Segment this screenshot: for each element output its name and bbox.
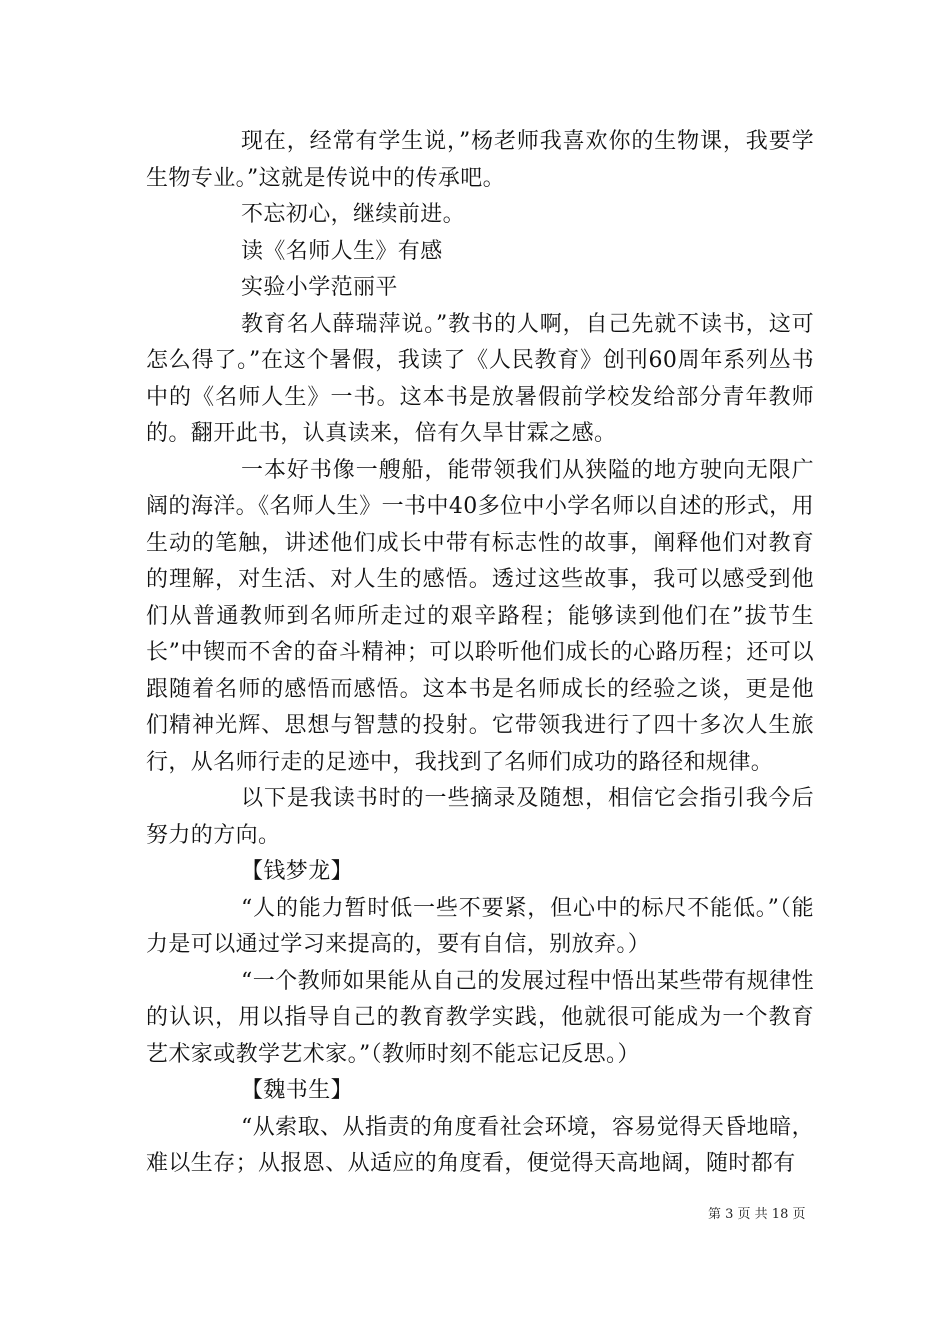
- essay-author: 实验小学范丽平: [241, 275, 398, 300]
- paragraph-excerpts-note: 以下是我读书时的一些摘录及随想，相信它会指引我今后努力的方向。: [146, 786, 814, 848]
- section-heading-qian-menglong: 【钱梦龙】: [241, 859, 354, 884]
- quote-ability: “人的能力暂时低一些不要紧，但心中的标尺不能低。”（能力是可以通过学习来提高的，要有自信，别放弃。）: [146, 895, 814, 957]
- document-body: [146, 124, 814, 1183]
- quote-perspective: “从索取、从指责的角度看社会环境，容易觉得天昏地暗，难以生存；从报恩、从适应的角度看，便觉得天高地阔，随时都有: [146, 1114, 814, 1176]
- paragraph-intro: 教育名人薛瑞萍说。”教书的人啊，自己先就不读书，这可怎么得了。”在这个暑假，我读了《人民教育》创刊60周年系列丛书中的《名师人生》一书。这本书是放暑假前学校发给部分青年教师的。翻开此书，认真读来，倍有久旱甘霖之感。: [146, 311, 814, 446]
- paragraph-original-aspiration: 不忘初心，继续前进。: [241, 202, 466, 227]
- quote-reflection: “一个教师如果能从自己的发展过程中悟出某些带有规律性的认识，用以指导自己的教育教学实践，他就很可能成为一个教育艺术家或教学艺术家。”（教师时刻不能忘记反思。）: [146, 968, 814, 1067]
- paragraph-inheritance: 现在，经常有学生说，”杨老师我喜欢你的生物课，我要学生物专业。”这就是传说中的传承吧。: [146, 129, 814, 191]
- section-heading-wei-shusheng: 【魏书生】: [241, 1078, 354, 1103]
- page-number-footer: 第 3 页 共 18 页: [708, 1207, 806, 1222]
- essay-title: 读《名师人生》有感: [241, 238, 443, 264]
- paragraph-good-book: 一本好书像一艘船，能带领我们从狭隘的地方驶向无限广阔的海洋。《名师人生》一书中40多位中小学名师以自述的形式，用生动的笔触，讲述他们成长中带有标志性的故事，阐释他们对教育的理解，对生活、对人生的感悟。透过这些故事，我可以感受到他们从普通教师到名师所走过的艰辛路程；能够读到他们在”拔节生长”中锲而不舍的奋斗精神；可以聆听他们成长的心路历程；还可以跟随着名师的感悟而感悟。这本书是名师成长的经验之谈，更是他们精神光辉、思想与智慧的投射。它带领我进行了四十多次人生旅行，从名师行走的足迹中，我找到了名师们成功的路径和规律。: [146, 457, 814, 775]
